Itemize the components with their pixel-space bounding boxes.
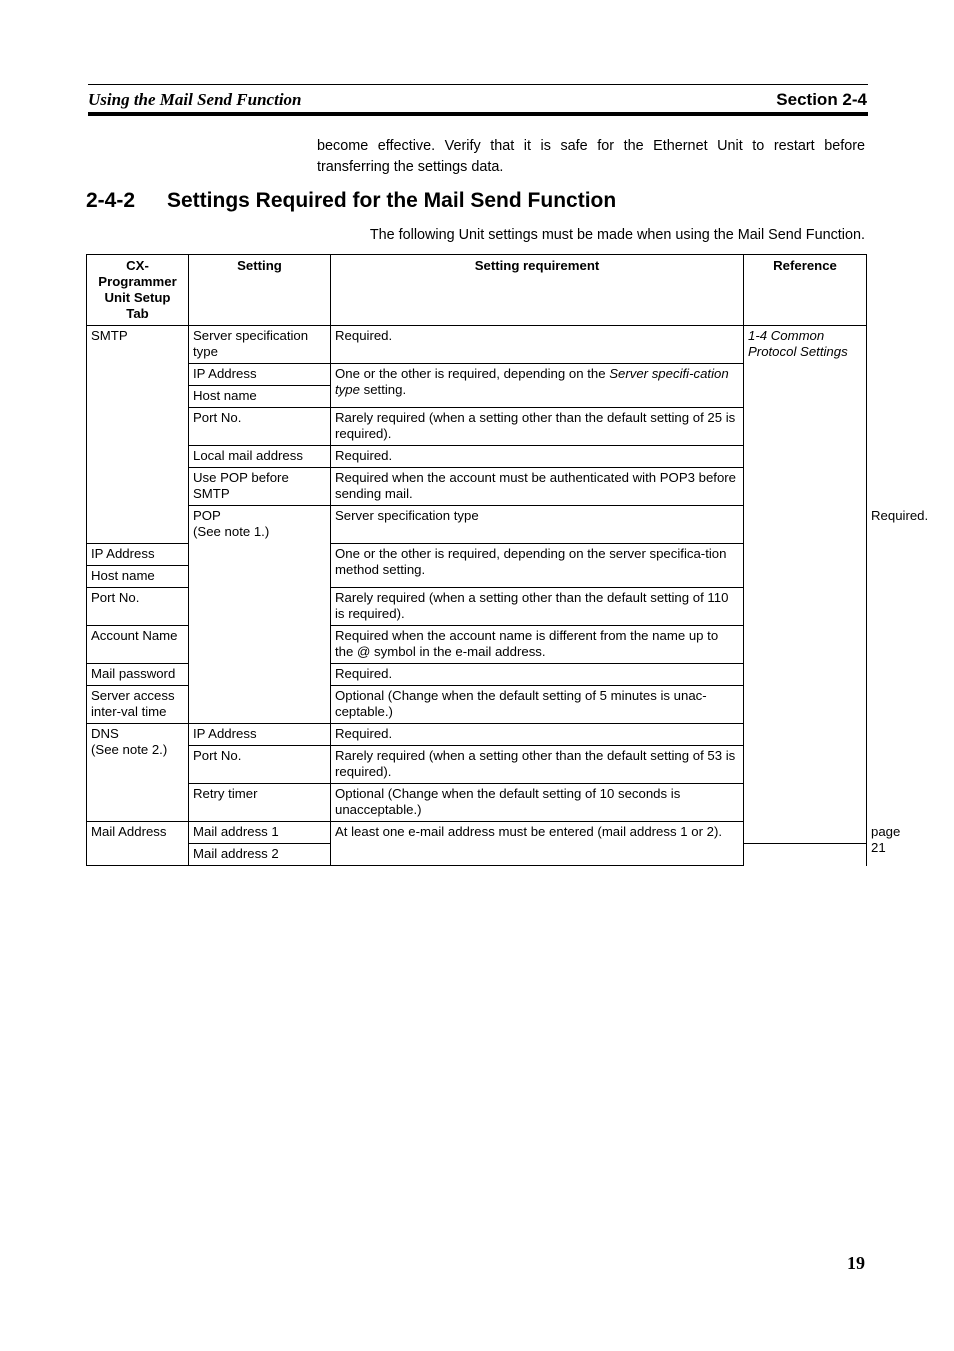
requirement-cell: Optional (Change when the default setting of 10 seconds is unacceptable.) xyxy=(331,784,744,822)
requirement-cell: Required. xyxy=(331,446,744,468)
setting-cell: Retry timer xyxy=(189,784,331,822)
header-cx-programmer-tab: CX- Programmer Unit Setup Tab xyxy=(87,255,189,326)
setting-cell: Port No. xyxy=(189,746,331,784)
header-reference: Reference xyxy=(744,255,867,326)
requirement-cell: Rarely required (when a setting other than the default setting of 110 is required). xyxy=(331,588,744,626)
setting-cell: Server access inter-val time xyxy=(87,686,189,724)
header-setting: Setting xyxy=(189,255,331,326)
table-row: POP (See note 1.) Server specification type Required. xyxy=(87,506,867,544)
section-number: 2-4-2 xyxy=(86,189,136,212)
requirement-cell: At least one e-mail address must be entered (mail address 1 or 2). xyxy=(331,822,744,866)
page-number: 19 xyxy=(847,1253,865,1273)
requirement-cell: Required when the account name is different from the name up to the @ symbol in the e-mail address. xyxy=(331,626,744,664)
header-rule-top xyxy=(88,84,868,85)
requirement-cell: One or the other is required, depending on the Server specifi-cation type setting. xyxy=(331,364,744,408)
table-header-row xyxy=(87,255,867,326)
requirement-cell: Rarely required (when a setting other than the default setting of 25 is required). xyxy=(331,408,744,446)
running-header-section: Section 2-4 xyxy=(776,90,867,109)
header-rule-thick xyxy=(88,112,868,116)
setting-cell: IP Address xyxy=(189,364,331,386)
table-row: Mail Address Mail address 1 At least one e-mail address must be entered (mail address 1 or 2). page 21 xyxy=(87,822,867,844)
setting-cell: Mail password xyxy=(87,664,189,686)
tab-cell-smtp: SMTP xyxy=(87,326,189,544)
table-row xyxy=(87,326,867,364)
requirement-cell: Optional (Change when the default setting of 5 minutes is unac-ceptable.) xyxy=(331,686,744,724)
tab-cell-mail-address: Mail Address xyxy=(87,822,189,866)
setting-cell: Server specification type xyxy=(189,326,331,364)
tab-cell-pop: POP (See note 1.) xyxy=(189,506,331,724)
requirement-cell: Required. xyxy=(331,326,744,364)
section-title: Settings Required for the Mail Send Function xyxy=(167,189,617,212)
setting-cell: Mail address 2 xyxy=(189,844,331,866)
lead-paragraph: The following Unit settings must be made when using the Mail Send Function. xyxy=(369,227,865,243)
requirement-cell: One or the other is required, depending on the server specifica-tion method setting. xyxy=(331,544,744,588)
setting-cell: IP Address xyxy=(87,544,189,566)
setting-cell: Local mail address xyxy=(189,446,331,468)
requirement-cell: Required. xyxy=(331,664,744,686)
reference-cell-common: 1-4 Common Protocol Settings xyxy=(744,326,867,844)
requirement-cell: Rarely required (when a setting other than the default setting of 53 is required). xyxy=(331,746,744,784)
setting-cell: Port No. xyxy=(87,588,189,626)
requirement-cell: Required when the account must be authenticated with POP3 before sending mail. xyxy=(331,468,744,506)
setting-cell: Account Name xyxy=(87,626,189,664)
header-setting-requirement: Setting requirement xyxy=(331,255,744,326)
running-header-title: Using the Mail Send Function xyxy=(88,90,302,109)
setting-cell: Use POP before SMTP xyxy=(189,468,331,506)
setting-cell: Server specification type xyxy=(331,506,744,544)
setting-cell: Host name xyxy=(87,566,189,588)
settings-table xyxy=(86,254,929,866)
intro-paragraph: become effective. Verify that it is safe for the Ethernet Unit to restart before transferring the settings data. xyxy=(317,138,865,175)
requirement-cell: Required. xyxy=(331,724,744,746)
setting-cell: Mail address 1 xyxy=(189,822,331,844)
setting-cell: Port No. xyxy=(189,408,331,446)
setting-cell: Host name xyxy=(189,386,331,408)
tab-cell-dns: DNS (See note 2.) xyxy=(87,724,189,822)
setting-cell: IP Address xyxy=(189,724,331,746)
